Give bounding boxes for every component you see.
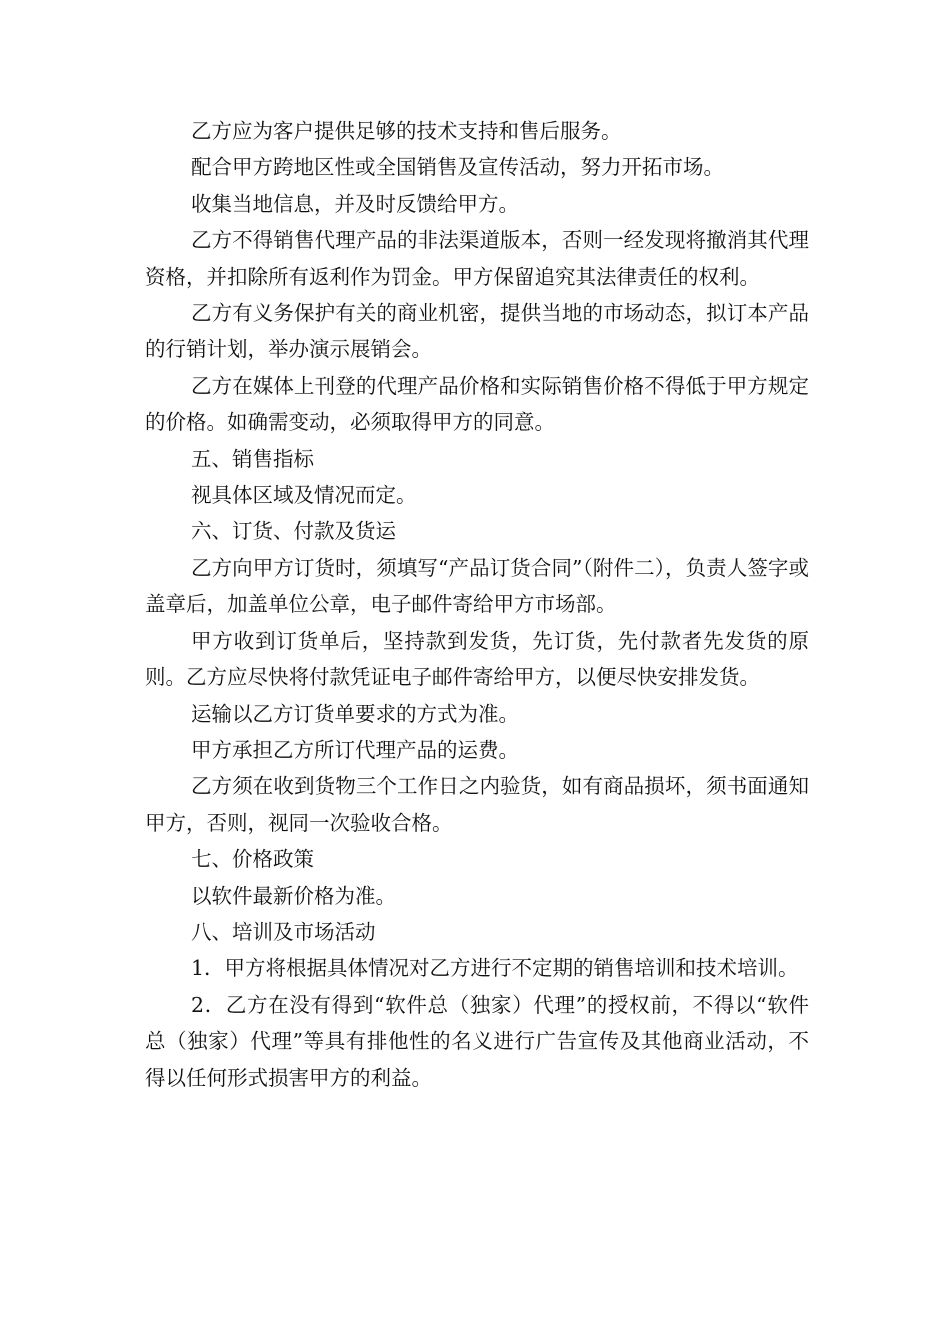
paragraph-illegal-channel: 乙方不得销售代理产品的非法渠道版本，否则一经发现将撤消其代理资格，并扣除所有返利作为罚金。甲方保留追究其法律责任的权利。 — [145, 228, 809, 289]
section-heading-training: 八、培训及市场活动 — [191, 919, 376, 944]
paragraph-inspection: 乙方须在收到货物三个工作日之内验货，如有商品损坏，须书面通知甲方，否则，视同一次验收合格。 — [145, 774, 809, 835]
paragraph-shipping-method: 运输以乙方订货单要求的方式为准。 — [191, 701, 519, 726]
section-heading-sales-targets: 五、销售指标 — [191, 446, 314, 471]
paragraph-pricing: 以软件最新价格为准。 — [191, 883, 396, 908]
paragraph-confidentiality: 乙方有义务保护有关的商业机密，提供当地的市场动态，拟订本产品的行销计划，举办演示展销会。 — [145, 301, 809, 362]
paragraph-support-service: 乙方应为客户提供足够的技术支持和售后服务。 — [191, 119, 622, 143]
paragraph-cooperate-marketing: 配合甲方跨地区性或全国销售及宣传活动，努力开拓市场。 — [191, 155, 724, 180]
paragraph-price-floor: 乙方在媒体上刊登的代理产品价格和实际销售价格不得低于甲方规定的价格。如确需变动，必须取得甲方的同意。 — [145, 373, 809, 435]
section-heading-ordering: 六、订货、付款及货运 — [191, 519, 396, 544]
paragraph-freight: 甲方承担乙方所订代理产品的运费。 — [191, 737, 519, 762]
paragraph-sales-targets: 视具体区域及情况而定。 — [191, 483, 417, 508]
paragraph-training-2: 2．乙方在没有得到“软件总（独家）代理”的授权前，不得以“软件总（独家）代理”等具有排他性的名义进行广告宣传及其他商业活动，不得以任何形式损害甲方的利益。 — [145, 992, 809, 1090]
paragraph-order-form: 乙方向甲方订货时，须填写“产品订货合同”（附件二），负责人签字或盖章后，加盖单位公章，电子邮件寄给甲方市场部。 — [145, 555, 809, 617]
paragraph-payment-first: 甲方收到订货单后，坚持款到发货，先订货，先付款者先发货的原则。乙方应尽快将付款凭证电子邮件寄给甲方，以便尽快安排发货。 — [145, 628, 809, 690]
paragraph-training-1: 1．甲方将根据具体情况对乙方进行不定期的销售培训和技术培训。 — [191, 956, 799, 981]
paragraph-collect-info: 收集当地信息，并及时反馈给甲方。 — [191, 191, 519, 216]
document-body — [145, 113, 809, 1096]
section-heading-pricing: 七、价格政策 — [191, 847, 314, 872]
